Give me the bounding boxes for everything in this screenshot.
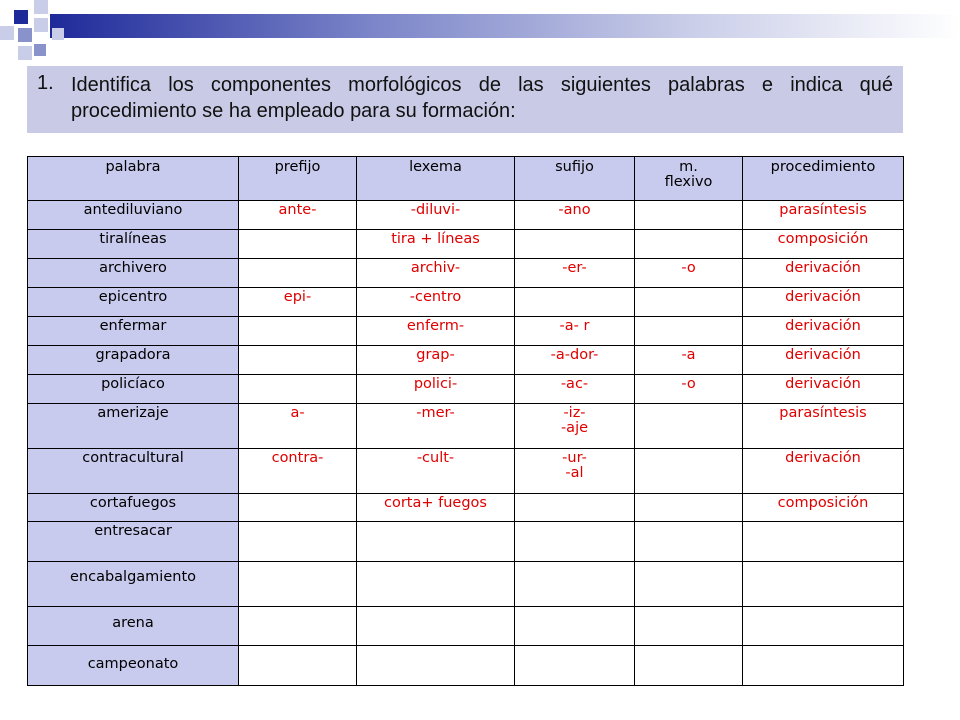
cell-flexivo: [635, 201, 743, 230]
instruction-box: [27, 66, 903, 133]
deco-square-mid: [34, 44, 46, 56]
cell-lexema: [357, 522, 515, 562]
cell-prefijo: [239, 522, 357, 562]
cell-palabra: cortafuegos: [28, 494, 239, 522]
cell-lexema: tira + líneas: [357, 230, 515, 259]
cell-lexema: corta+ fuegos: [357, 494, 515, 522]
deco-square-light: [34, 0, 48, 14]
cell-palabra: entresacar: [28, 522, 239, 562]
cell-sufijo: -er-: [515, 259, 635, 288]
header-procedimiento: procedimiento: [743, 157, 904, 201]
cell-sufijo: -iz- -aje: [515, 404, 635, 449]
cell-prefijo: [239, 259, 357, 288]
cell-palabra: tiralíneas: [28, 230, 239, 259]
table-row: [28, 259, 904, 288]
header-flexivo: m. flexivo: [635, 157, 743, 201]
table-row: [28, 346, 904, 375]
cell-palabra: enfermar: [28, 317, 239, 346]
header-palabra: palabra: [28, 157, 239, 201]
cell-procedimiento: composición: [743, 230, 904, 259]
cell-procedimiento: composición: [743, 494, 904, 522]
cell-procedimiento: derivación: [743, 259, 904, 288]
header-sufijo: sufijo: [515, 157, 635, 201]
cell-flexivo: -o: [635, 259, 743, 288]
cell-prefijo: a-: [239, 404, 357, 449]
table-header-row: [28, 157, 904, 201]
table-row: [28, 201, 904, 230]
cell-procedimiento: derivación: [743, 375, 904, 404]
cell-palabra: policíaco: [28, 375, 239, 404]
instruction-number: 1.: [37, 72, 54, 94]
header-prefijo: prefijo: [239, 157, 357, 201]
cell-lexema: -mer-: [357, 404, 515, 449]
cell-sufijo: -a- r: [515, 317, 635, 346]
cell-procedimiento: [743, 646, 904, 686]
cell-lexema: -cult-: [357, 449, 515, 494]
cell-flexivo: [635, 449, 743, 494]
cell-flexivo: [635, 288, 743, 317]
cell-palabra: arena: [28, 607, 239, 646]
cell-prefijo: contra-: [239, 449, 357, 494]
table-row: [28, 646, 904, 686]
cell-palabra: antediluviano: [28, 201, 239, 230]
cell-procedimiento: parasíntesis: [743, 404, 904, 449]
cell-lexema: enferm-: [357, 317, 515, 346]
cell-lexema: [357, 646, 515, 686]
table-row: [28, 522, 904, 562]
cell-sufijo: -a-dor-: [515, 346, 635, 375]
cell-sufijo: -ano: [515, 201, 635, 230]
cell-procedimiento: [743, 562, 904, 607]
cell-sufijo: [515, 646, 635, 686]
cell-sufijo: [515, 562, 635, 607]
cell-prefijo: [239, 230, 357, 259]
cell-flexivo: [635, 646, 743, 686]
deco-square-light: [18, 46, 32, 60]
cell-prefijo: [239, 562, 357, 607]
cell-prefijo: ante-: [239, 201, 357, 230]
table-row: [28, 449, 904, 494]
cell-sufijo: [515, 288, 635, 317]
cell-prefijo: epi-: [239, 288, 357, 317]
cell-palabra: amerizaje: [28, 404, 239, 449]
header-gradient-bar: [50, 14, 960, 38]
cell-flexivo: [635, 607, 743, 646]
cell-flexivo: [635, 494, 743, 522]
cell-procedimiento: derivación: [743, 346, 904, 375]
cell-sufijo: -ur- -al: [515, 449, 635, 494]
deco-square-light: [34, 18, 48, 32]
deco-square-light: [52, 28, 64, 40]
cell-prefijo: [239, 494, 357, 522]
table-row: [28, 375, 904, 404]
cell-prefijo: [239, 346, 357, 375]
cell-procedimiento: [743, 607, 904, 646]
cell-procedimiento: parasíntesis: [743, 201, 904, 230]
cell-palabra: campeonato: [28, 646, 239, 686]
cell-sufijo: -ac-: [515, 375, 635, 404]
cell-procedimiento: derivación: [743, 288, 904, 317]
cell-flexivo: [635, 522, 743, 562]
cell-procedimiento: derivación: [743, 317, 904, 346]
cell-flexivo: [635, 404, 743, 449]
cell-flexivo: -a: [635, 346, 743, 375]
cell-palabra: archivero: [28, 259, 239, 288]
cell-palabra: epicentro: [28, 288, 239, 317]
cell-flexivo: [635, 317, 743, 346]
cell-prefijo: [239, 646, 357, 686]
cell-lexema: [357, 562, 515, 607]
cell-flexivo: [635, 562, 743, 607]
cell-palabra: encabalgamiento: [28, 562, 239, 607]
cell-sufijo: [515, 494, 635, 522]
instruction-text: Identifica los componentes morfológicos de las siguientes palabras e indica qué procedimiento se ha empleado para su formación:: [71, 74, 893, 122]
table-row: [28, 230, 904, 259]
cell-prefijo: [239, 317, 357, 346]
table-row: [28, 494, 904, 522]
cell-sufijo: [515, 522, 635, 562]
table-row: [28, 317, 904, 346]
cell-lexema: polici-: [357, 375, 515, 404]
cell-prefijo: [239, 607, 357, 646]
cell-lexema: -diluvi-: [357, 201, 515, 230]
cell-lexema: archiv-: [357, 259, 515, 288]
table-row: [28, 288, 904, 317]
table-row: [28, 404, 904, 449]
cell-lexema: -centro: [357, 288, 515, 317]
table-row: [28, 607, 904, 646]
deco-square-light: [0, 26, 14, 40]
deco-square-dark: [14, 10, 28, 24]
header-lexema: lexema: [357, 157, 515, 201]
cell-procedimiento: derivación: [743, 449, 904, 494]
cell-palabra: grapadora: [28, 346, 239, 375]
cell-flexivo: -o: [635, 375, 743, 404]
cell-flexivo: [635, 230, 743, 259]
morphology-table: [27, 156, 904, 686]
deco-square-mid: [18, 28, 32, 42]
cell-lexema: [357, 607, 515, 646]
cell-sufijo: [515, 607, 635, 646]
cell-lexema: grap-: [357, 346, 515, 375]
cell-sufijo: [515, 230, 635, 259]
cell-palabra: contracultural: [28, 449, 239, 494]
cell-prefijo: [239, 375, 357, 404]
cell-procedimiento: [743, 522, 904, 562]
table-row: [28, 562, 904, 607]
